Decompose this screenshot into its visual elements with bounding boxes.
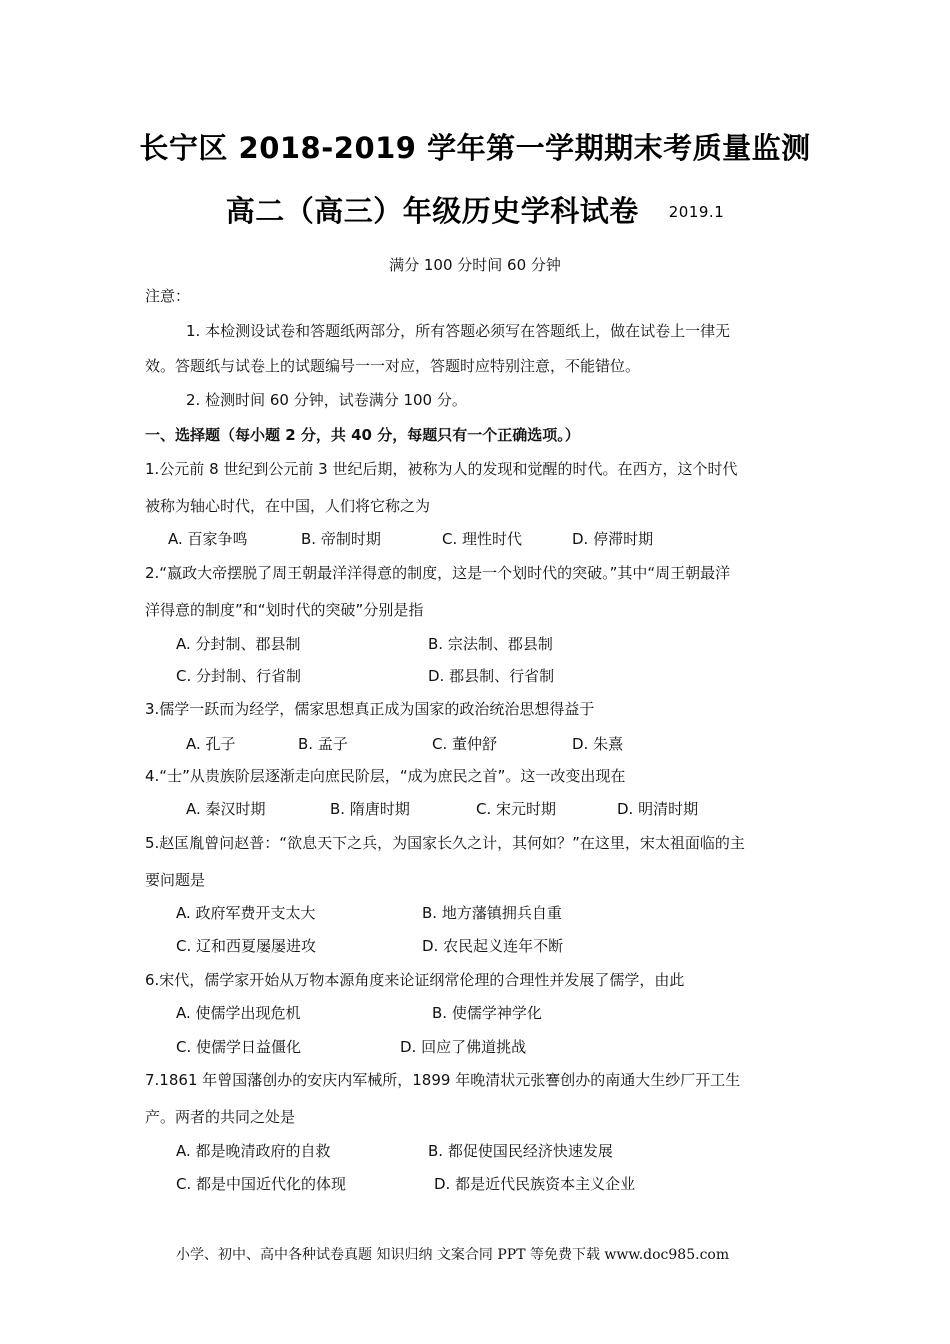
q3-option-c: C. 董仲舒 [432, 735, 498, 753]
exam-date: 2019.1 [668, 203, 725, 221]
question-2-cont: 洋得意的制度”和“划时代的突破”分别是指 [145, 601, 424, 619]
q1-option-d: D. 停滞时期 [572, 530, 654, 548]
q2-option-a: A. 分封制、郡县制 [176, 635, 301, 653]
question-5-cont: 要问题是 [145, 871, 206, 889]
q1-option-a: A. 百家争鸣 [168, 530, 248, 548]
q1-option-c: C. 理性时代 [442, 530, 523, 548]
q4-option-c: C. 宋元时期 [476, 800, 557, 818]
question-6: 6.宋代，儒学家开始从万物本源角度来论证纲常伦理的合理性并发展了儒学，由此 [145, 971, 685, 989]
q6-option-a: A. 使儒学出现危机 [176, 1004, 301, 1022]
q4-option-d: D. 明清时期 [617, 800, 699, 818]
question-1: 1.公元前 8 世纪到公元前 3 世纪后期，被称为人的发现和觉醒的时代。在西方，这个时代 [145, 460, 738, 478]
notice-item-2: 2. 检测时间 60 分钟，试卷满分 100 分。 [186, 391, 467, 409]
q2-option-c: C. 分封制、行省制 [176, 667, 302, 685]
page-subtitle-title [0, 189, 950, 230]
q1-option-b: B. 帝制时期 [301, 530, 381, 548]
question-3: 3.儒学一跃而为经学，儒家思想真正成为国家的政治统治思想得益于 [145, 700, 595, 718]
q5-option-a: A. 政府军费开支太大 [176, 904, 316, 922]
q4-option-b: B. 隋唐时期 [330, 800, 410, 818]
question-5: 5.赵匡胤曾问赵普：“欲息天下之兵，为国家长久之计，其何如？”在这里，宋太祖面临的主 [145, 834, 745, 852]
q6-option-c: C. 使儒学日益僵化 [176, 1038, 302, 1056]
question-1-cont: 被称为轴心时代，在中国，人们将它称之为 [145, 497, 431, 515]
q3-option-d: D. 朱熹 [572, 735, 624, 753]
q3-option-b: B. 孟子 [298, 735, 348, 753]
notice-item-1-cont: 效。答题纸与试卷上的试题编号一一对应，答题时应特别注意，不能错位。 [145, 357, 641, 375]
q5-option-b: B. 地方藩镇拥兵自重 [422, 904, 562, 922]
notice-item-1: 1. 本检测设试卷和答题纸两部分，所有答题必须写在答题纸上，做在试卷上一律无 [186, 322, 731, 340]
score-time-info: 满分 100 分时间 60 分钟 [389, 256, 561, 274]
q7-option-b: B. 都促使国民经济快速发展 [428, 1142, 613, 1160]
q7-option-a: A. 都是晚清政府的自救 [176, 1142, 331, 1160]
question-7: 7.1861 年曾国藩创办的安庆内军械所，1899 年晚清状元张謇创办的南通大生纱厂开工生 [145, 1071, 741, 1089]
q5-option-d: D. 农民起义连年不断 [422, 937, 564, 955]
q6-option-d: D. 回应了佛道挑战 [400, 1038, 527, 1056]
q2-option-d: D. 郡县制、行省制 [428, 667, 555, 685]
footer-text: 小学、初中、高中各种试卷真题 知识归纳 文案合同 PPT 等免费下载 www.doc985.com [176, 1247, 730, 1263]
q7-option-c: C. 都是中国近代化的体现 [176, 1175, 347, 1193]
question-4: 4.“士”从贵族阶层逐渐走向庶民阶层，“成为庶民之首”。这一改变出现在 [145, 767, 626, 785]
q3-option-a: A. 孔子 [186, 735, 236, 753]
q5-option-c: C. 辽和西夏屡屡进攻 [176, 937, 317, 955]
notice-label: 注意： [145, 287, 191, 305]
q7-option-d: D. 都是近代民族资本主义企业 [434, 1175, 636, 1193]
section-heading: 一、选择题（每小题 2 分，共 40 分，每题只有一个正确选项。） [145, 426, 580, 444]
q4-option-a: A. 秦汉时期 [186, 800, 266, 818]
page-title: 长宁区 2018-2019 学年第一学期期末考质量监测 [139, 131, 811, 165]
q2-option-b: B. 宗法制、郡县制 [428, 635, 553, 653]
title-line2: 高二（高三）年级历史学科试卷 [225, 194, 639, 228]
question-7-cont: 产。两者的共同之处是 [145, 1108, 296, 1126]
q6-option-b: B. 使儒学神学化 [432, 1004, 542, 1022]
question-2: 2.“嬴政大帝摆脱了周王朝最洋洋得意的制度，这是一个划时代的突破。”其中“周王朝最洋 [145, 564, 731, 582]
